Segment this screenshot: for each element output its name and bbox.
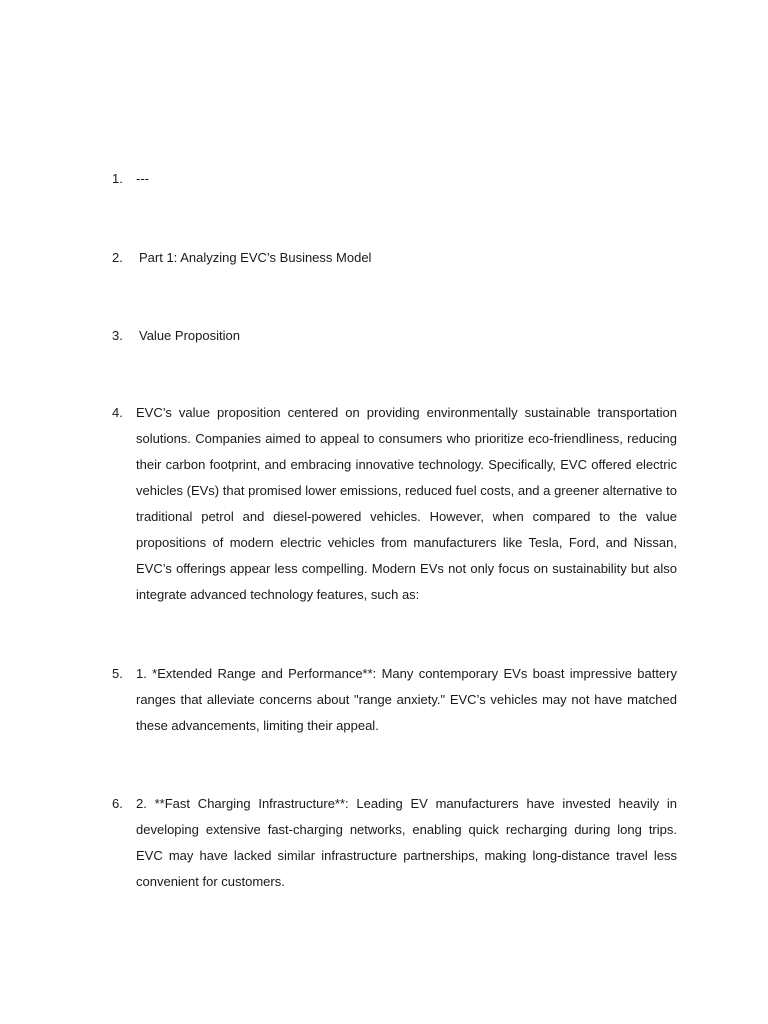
list-item — [112, 661, 677, 739]
list-number: 3. — [112, 328, 123, 343]
subsection-heading: Value Proposition — [139, 328, 240, 343]
list-number: 4. — [112, 405, 123, 420]
paragraph: 2. **Fast Charging Infrastructure**: Leading EV manufacturers have invested heavily in developing extensive fast-charging networks, enabling quick recharging during long trips. EVC may have lacked similar infrastructure partnerships, making long-distance travel less convenient for customers. — [136, 796, 677, 889]
paragraph: EVC’s value proposition centered on providing environmentally sustainable transportation solutions. Companies aimed to appeal to consumers who prioritize eco-friendliness, reducing their carbon footprint, and embracing innovative technology. Specifically, EVC offered electric vehicles (EVs) that promised lower emissions, reduced fuel costs, and a greener alternative to traditional petrol and diesel-powered vehicles. However, when compared to the value propositions of modern electric vehicles from manufacturers like Tesla, Ford, and Nissan, EVC’s offerings appear less compelling. Modern EVs not only focus on sustainability but also integrate advanced technology features, such as: — [136, 405, 677, 602]
list-text: --- — [136, 171, 149, 186]
list-item — [112, 791, 677, 895]
section-heading: Part 1: Analyzing EVC’s Business Model — [139, 250, 372, 265]
list-number: 1. — [112, 171, 123, 186]
list-item — [112, 400, 677, 608]
list-number: 5. — [112, 666, 123, 681]
paragraph: 1. *Extended Range and Performance**: Many contemporary EVs boast impressive battery ranges that alleviate concerns about "range anxiety." EVC’s vehicles may not have matched these advancements, limiting their appeal. — [136, 666, 677, 733]
list-item — [112, 323, 677, 349]
list-item — [112, 166, 677, 192]
list-number: 6. — [112, 796, 123, 811]
list-number: 2. — [112, 250, 123, 265]
list-item — [112, 245, 677, 271]
